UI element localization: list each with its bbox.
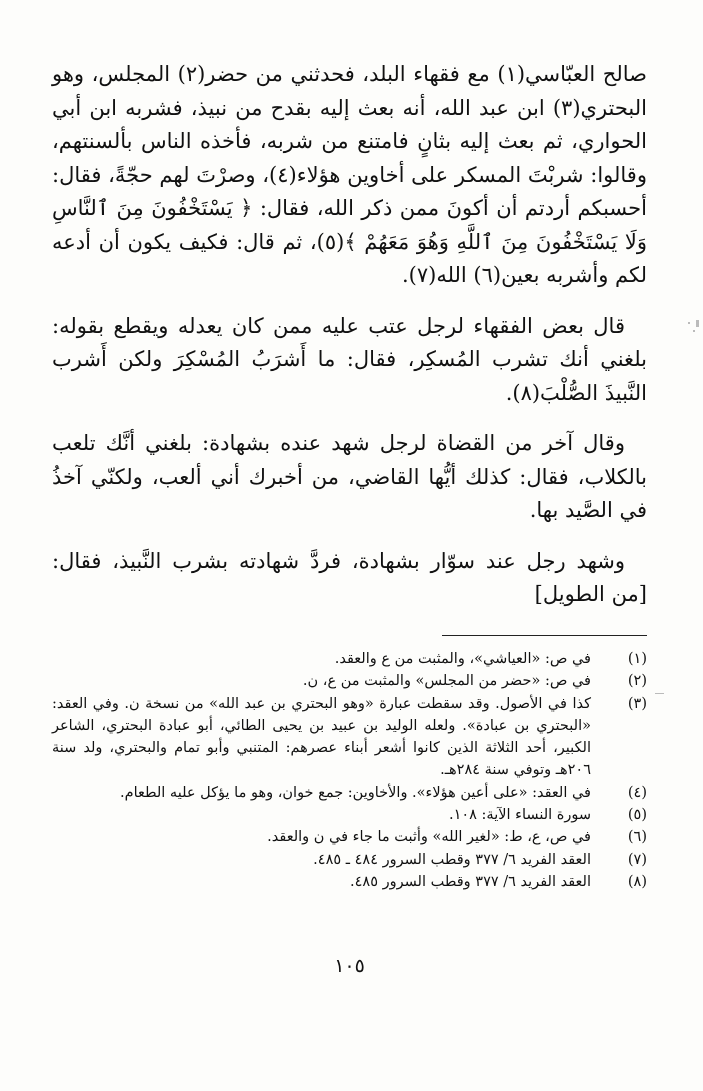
footnote-text: العقد الفريد ٦/ ٣٧٧ وقطب السرور ٤٨٥. [350,873,591,890]
footnote-number: (٦) [627,829,647,846]
footnote-number: (٣) [627,695,647,712]
footnote-text: في ص: «حضر من المجلس» والمثبت من ع، ن. [302,673,591,690]
footnote-number: (٢) [627,673,647,690]
footnote-text: العقد الفريد ٦/ ٣٧٧ وقطب السرور ٤٨٤ ـ ٤٨٥. [313,851,591,868]
scan-speck [688,322,690,324]
footnote-text: في ص: «العياشي»، والمثبت من ع والعقد. [334,651,591,667]
book-page [52,0,647,1091]
page-number: ١٠٥ [334,955,365,977]
scan-speck [696,320,699,327]
footnote-text: كذا في الأصول. وقد سقطت عبارة «وهو البحتري بن عبد الله» من نسخة ن. وفي العقد: «البحتري بن عبادة». ولعله الوليد بن عبيد بن يحيى الطائي، أبو عبادة البحتري، الشاعر الكبير، أحد الثلاثة الذين كانوا أشعر أبناء عصرهم: المتنبي وأبو تمام والبحتري، ولد سنة ٢٠٦هـ وتوفي سنة ٢٨٤هـ. [52,695,591,779]
paragraph-1: صالح العبّاسي(١) مع فقهاء البلد، فحدثني من حضر(٢) المجلس، وهو البحتري(٣) ابن عبد الله، أنه بعث إليه بقدح من نبيذ، فشربه ابن أبي الحواري، ثم بعث إليه بثانٍ فامتنع من شربه، فأخذه الناس بألسنتهم، وقالوا: شربْتَ المسكر على أخاوين هؤلاء(٤)، وصرْتَ لهم حجّةً، فقال: أحسبكم أردتم أن أكونَ ممن ذكر الله، فقال: ﴿ يَسْتَخْفُونَ مِنَ ٱلنَّاسِ وَلَا يَسْتَخْفُونَ مِنَ ٱللَّهِ وَهُوَ مَعَهُمْ ﴾(٥)، ثم قال: فكيف يكون أن أدعه لكم وأشربه بعين(٦) الله(٧). [52,62,647,287]
footnote-item [52,782,647,804]
footnote-item [52,804,647,826]
footnote-item [52,648,647,670]
footnote-item [52,826,647,848]
footnote-number: (٧) [627,851,647,868]
footnote-item [52,670,647,692]
footnote-item [52,849,647,871]
footnote-text: سورة النساء الآية: ١٠٨. [448,807,591,824]
scan-speck [693,330,695,332]
main-text [52,58,647,629]
footnote-number: (١) [627,651,647,667]
footnote-number: (٨) [627,873,647,890]
footnote-item [52,693,647,782]
footnotes [52,648,647,893]
footnote-number: (٥) [627,807,647,824]
scan-dash [655,693,664,694]
footnote-separator [442,635,647,636]
footnote-item [52,871,647,893]
paragraph-4: وشهد رجل عند سوّار بشهادة، فردَّ شهادته بشرب النَّبيذ، فقال: [من الطويل] [52,548,647,606]
paragraph-2: قال بعض الفقهاء لرجل عتب عليه ممن كان يعدله ويقطع بقوله: بلغني أنك تشرب المُسكِر، فقال: ما أَشرَبُ المُسْكِرَ ولكن أَشرب النَّبيذَ الصُّلْبَ(٨). [52,313,647,405]
footnote-number: (٤) [627,784,647,801]
paragraph-3: وقال آخر من القضاة لرجل شهد عنده بشهادة: بلغني أنَّك تلعب بالكلاب، فقال: كذلك أيُّها القاضي، من أخبرك أني ألعب، ولكنّي آخذُ في الصَّيد بها. [52,431,647,522]
footnote-text: في ص، ع، ط: «لغير الله» وأثبت ما جاء في ن والعقد. [267,829,591,846]
footnote-text: في العقد: «على أعين هؤلاء». والأخاوين: جمع خوان، وهو ما يؤكل عليه الطعام. [119,784,591,801]
